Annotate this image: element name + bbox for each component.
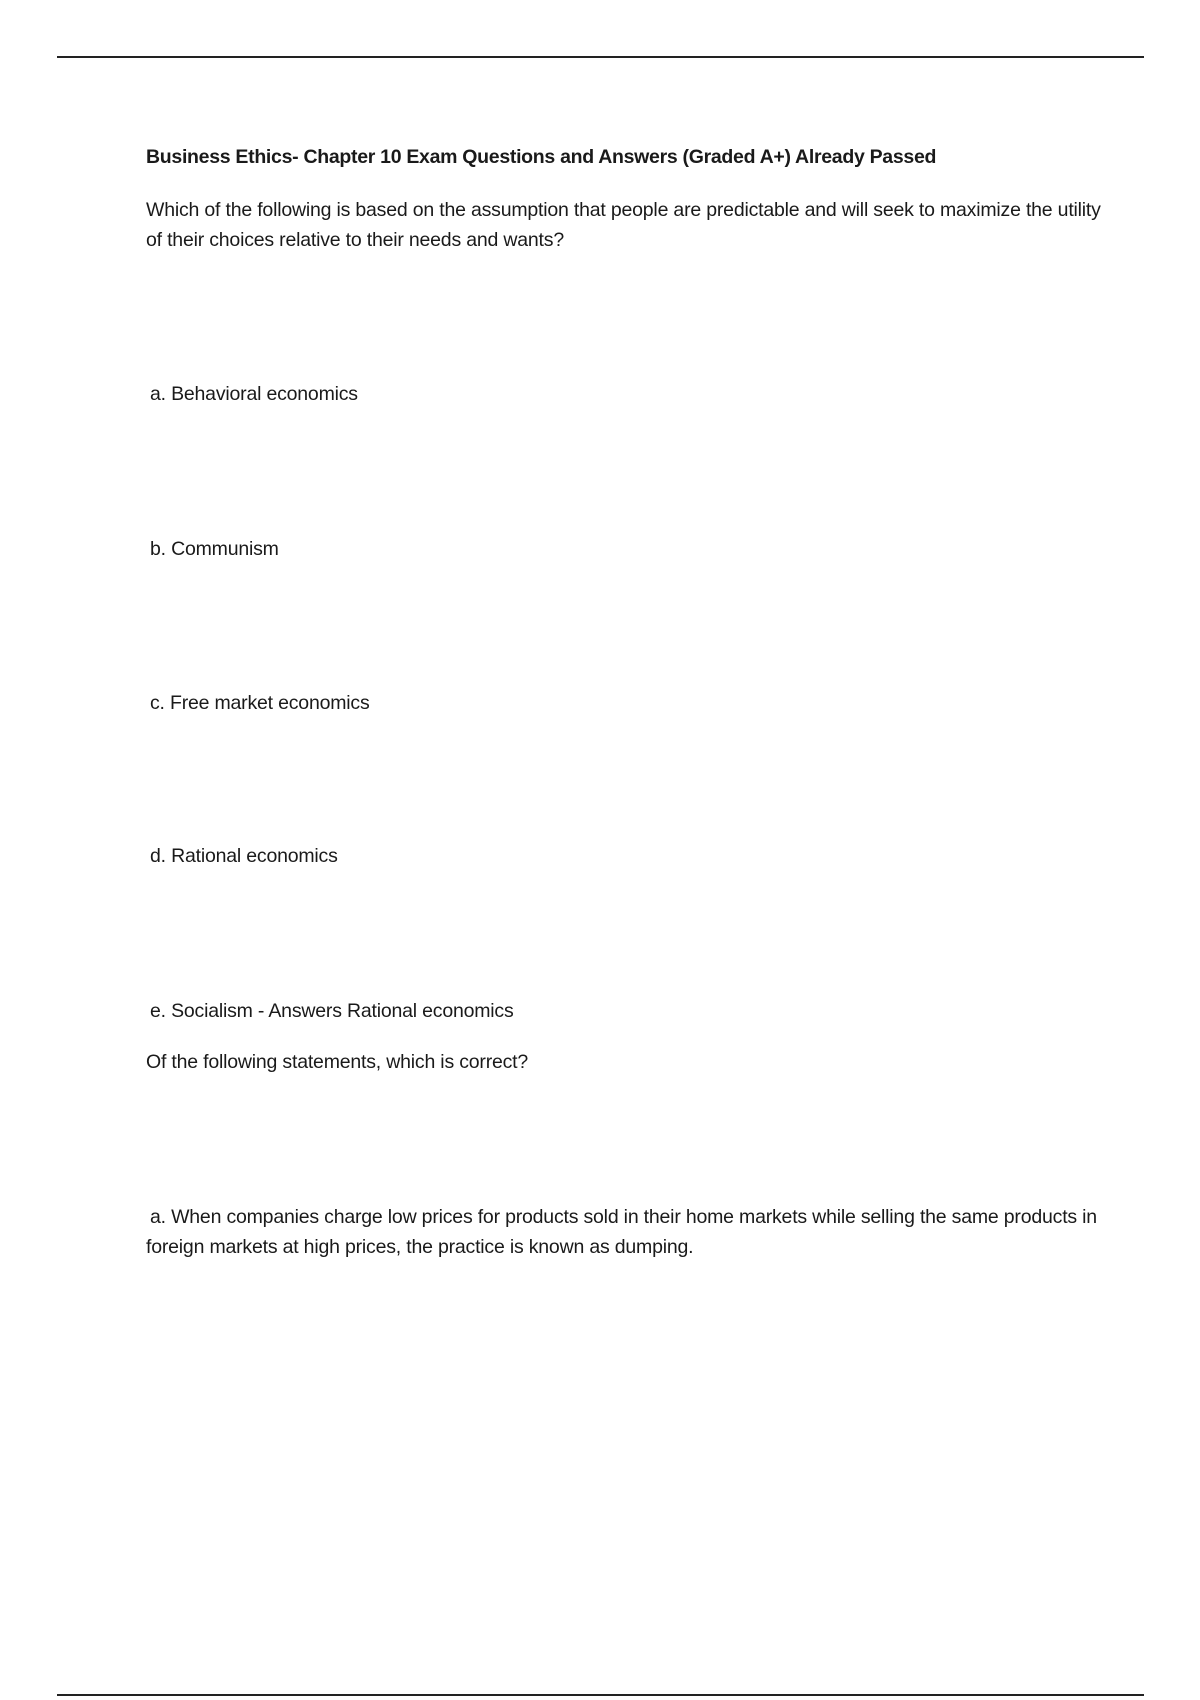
question-1-option-d: d. Rational economics <box>150 845 338 867</box>
footer-rule <box>57 1694 1144 1696</box>
question-1-option-c: c. Free market economics <box>150 692 370 714</box>
question-1-option-e-answer: e. Socialism - Answers Rational economics <box>150 1000 514 1022</box>
question-1-option-a: a. Behavioral economics <box>150 383 358 405</box>
question-1-text: Which of the following is based on the assumption that people are predictable and will seek to maximize the utility of their choices relative to their needs and wants? <box>146 199 1101 251</box>
question-2-option-a: a. When companies charge low prices for products sold in their home markets while selling the same products in foreign markets at high prices, the practice is known as dumping. <box>146 1206 1097 1258</box>
header-rule <box>57 56 1144 58</box>
document-title: Business Ethics- Chapter 10 Exam Questions and Answers (Graded A+) Already Passed <box>146 146 937 168</box>
question-1-option-b: b. Communism <box>150 538 279 560</box>
question-2-text: Of the following statements, which is correct? <box>146 1051 529 1073</box>
